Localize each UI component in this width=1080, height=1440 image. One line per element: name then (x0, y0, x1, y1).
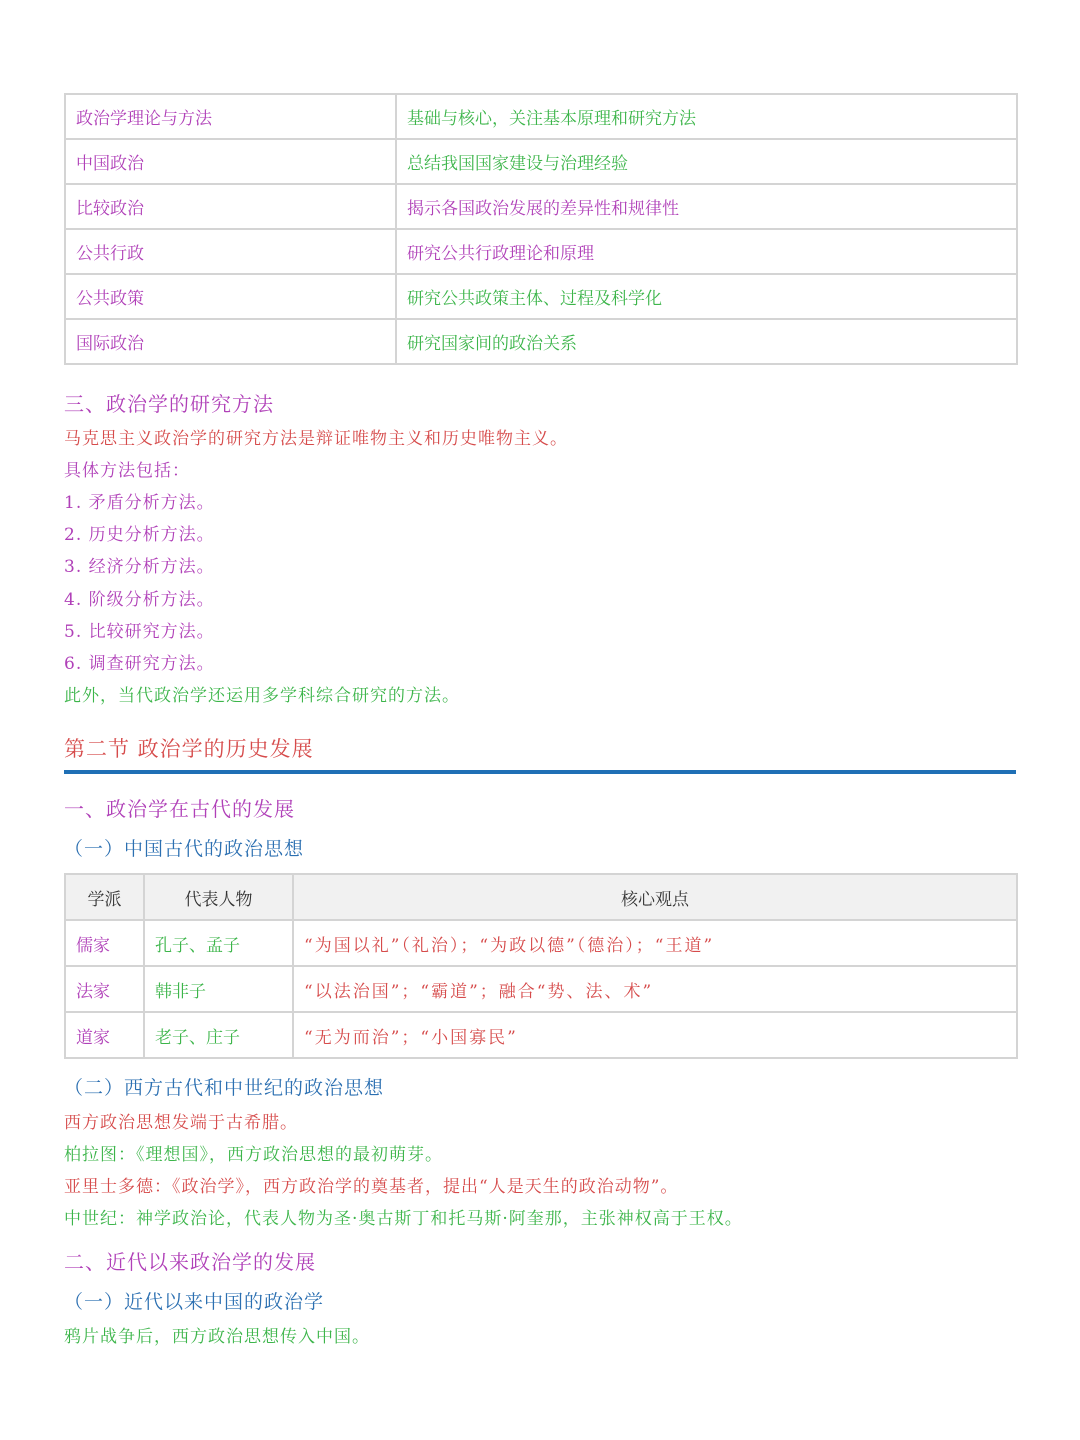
branch-desc: 研究国家间的政治关系 (396, 319, 1017, 364)
modern-heading: 二、近代以来政治学的发展 (64, 1250, 316, 1274)
branch-name: 国际政治 (65, 319, 396, 364)
branch-name: 公共行政 (65, 229, 396, 274)
column-header: 代表人物 (144, 874, 293, 920)
method-item: 1. 矛盾分析方法。 (64, 493, 215, 513)
branch-desc: 总结我国国家建设与治理经验 (396, 139, 1017, 184)
methods-extra: 此外，当代政治学还运用多学科综合研究的方法。 (64, 686, 460, 706)
west-line: 中世纪：神学政治论，代表人物为圣·奥古斯丁和托马斯·阿奎那，主张神权高于王权。 (64, 1209, 743, 1229)
table-row (65, 274, 1017, 319)
school-cell: 法家 (65, 966, 144, 1012)
table-row (65, 139, 1017, 184)
branch-name: 中国政治 (65, 139, 396, 184)
view-cell: “以法治国”；“霸道”；融合“势、法、术” (293, 966, 1017, 1012)
method-item: 2. 历史分析方法。 (64, 525, 215, 545)
political-science-branches-table (64, 93, 1018, 365)
table-row (65, 1012, 1017, 1058)
west-subheading: （二）西方古代和中世纪的政治思想 (64, 1077, 385, 1099)
column-header: 核心观点 (293, 874, 1017, 920)
people-cell: 孔子、孟子 (144, 920, 293, 966)
table-row (65, 319, 1017, 364)
method-item: 3. 经济分析方法。 (64, 557, 215, 577)
china-subheading: （一）中国古代的政治思想 (64, 838, 305, 860)
people-cell: 韩非子 (144, 966, 293, 1012)
branch-name: 比较政治 (65, 184, 396, 229)
ancient-heading: 一、政治学在古代的发展 (64, 797, 295, 821)
method-item: 4. 阶级分析方法。 (64, 590, 215, 610)
view-cell: “为国以礼”（礼治）；“为政以德”（德治）；“王道” (293, 920, 1017, 966)
section-divider (64, 770, 1016, 774)
branch-desc: 研究公共行政理论和原理 (396, 229, 1017, 274)
west-line: 柏拉图：《理想国》，西方政治思想的最初萌芽。 (64, 1145, 443, 1165)
school-cell: 儒家 (65, 920, 144, 966)
modern-line: 鸦片战争后，西方政治思想传入中国。 (64, 1327, 370, 1347)
table-row (65, 920, 1017, 966)
column-header: 学派 (65, 874, 144, 920)
method-item: 6. 调查研究方法。 (64, 654, 215, 674)
west-line: 西方政治思想发端于古希腊。 (64, 1113, 298, 1133)
branch-name: 公共政策 (65, 274, 396, 319)
view-cell: “无为而治”；“小国寡民” (293, 1012, 1017, 1058)
west-line: 亚里士多德：《政治学》，西方政治学的奠基者，提出“人是天生的政治动物”。 (64, 1177, 679, 1197)
school-cell: 道家 (65, 1012, 144, 1058)
branch-desc: 基础与核心，关注基本原理和研究方法 (396, 94, 1017, 139)
branch-desc: 研究公共政策主体、过程及科学化 (396, 274, 1017, 319)
branch-desc: 揭示各国政治发展的差异性和规律性 (396, 184, 1017, 229)
table-row (65, 966, 1017, 1012)
methods-heading: 三、政治学的研究方法 (64, 392, 274, 416)
table-row (65, 229, 1017, 274)
table-row (65, 184, 1017, 229)
ancient-schools-table (64, 873, 1018, 1059)
section-title: 第二节 政治学的历史发展 (64, 737, 314, 761)
methods-intro: 具体方法包括： (64, 461, 190, 481)
people-cell: 老子、庄子 (144, 1012, 293, 1058)
table-header-row (65, 874, 1017, 920)
branch-name: 政治学理论与方法 (65, 94, 396, 139)
marxist-method-text: 马克思主义政治学的研究方法是辩证唯物主义和历史唯物主义。 (64, 429, 568, 449)
method-item: 5. 比较研究方法。 (64, 622, 215, 642)
table-row (65, 94, 1017, 139)
modern-subheading: （一）近代以来中国的政治学 (64, 1291, 325, 1313)
